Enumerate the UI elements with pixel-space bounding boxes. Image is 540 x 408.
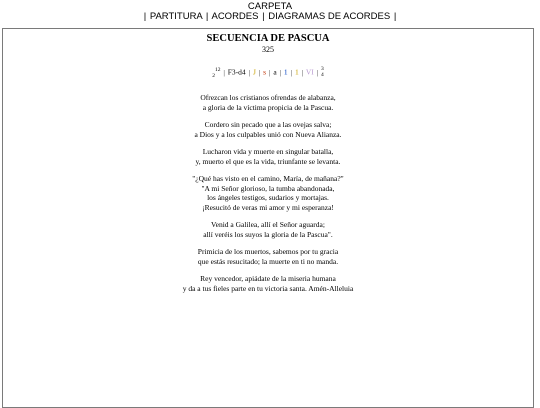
lyric-line: "A mi Señor glorioso, la tumba abandonada, <box>201 183 335 193</box>
lyric-line: a Dios y a los culpables unió con Nueva Alianza. <box>194 129 342 139</box>
nav-partitura-link[interactable]: PARTITURA <box>149 11 203 22</box>
meta-frac-bottom: 4 <box>321 71 324 78</box>
stanza-3 <box>3 147 533 166</box>
stanza-6 <box>3 247 533 266</box>
song-document-frame <box>2 28 534 408</box>
lyric-line: que estás resucitado; la muerte en ti no manda. <box>197 256 339 266</box>
meta-key: F3-d4 <box>227 67 246 77</box>
meta-time-main: 2 <box>212 73 215 79</box>
lyric-line: allí veréis los suyos la gloria de la Pascua". <box>203 229 333 239</box>
meta-tag-j: J <box>252 67 256 77</box>
lyric-line: y, muerto el que es la vida, triunfante se levanta. <box>195 156 341 166</box>
lyric-line: Primicia de los muertos, sabemos por tu gracia <box>197 247 339 256</box>
lyric-line: los ángeles testigos, sudarios y mortajas. <box>207 193 329 202</box>
meta-tag-1b: 1 <box>294 67 299 77</box>
song-title: SECUENCIA DE PASCUA <box>206 33 330 44</box>
lyric-line: Cordero sin pecado que a las ovejas salva; <box>204 120 332 129</box>
meta-time-sup: 12 <box>214 67 221 73</box>
stanza-7 <box>3 274 533 293</box>
lyric-line: Venid a Galilea, allí el Señor aguarda; <box>211 220 325 229</box>
lyric-line: a gloria de la víctima propicia de la Pascua. <box>202 102 334 112</box>
top-header <box>0 0 540 30</box>
meta-frac-top: 3 <box>321 66 324 73</box>
lyric-line: Ofrezcan los cristianos ofrendas de alabanza, <box>200 93 336 102</box>
lyric-line: Lucharon vida y muerte en singular batalla, <box>202 147 334 156</box>
song-meta-line: $_2^{12}$ | F3-d4 | J | s | a | 1 | 1 | VI | 3 4 <box>212 66 324 79</box>
song-document <box>3 33 533 293</box>
stanza-1 <box>3 93 533 112</box>
lyric-line: Rey vencedor, apiádate de la miseria humana <box>200 274 336 283</box>
view-nav: | PARTITURA | ACORDES | DIAGRAMAS DE ACORDES | <box>143 11 397 22</box>
lyric-line: "¿Qué has visto en el camino, María, de mañana?" <box>192 174 344 183</box>
meta-tag-1a: 1 <box>283 67 288 77</box>
stanza-2 <box>3 120 533 139</box>
meta-tag-vi: VI <box>305 67 314 77</box>
song-number: 325 <box>262 45 274 54</box>
stanza-5 <box>3 220 533 239</box>
nav-acordes-link[interactable]: ACORDES <box>211 11 259 22</box>
folder-title: CARPETA <box>247 1 293 12</box>
nav-diagramas-link[interactable]: DIAGRAMAS DE ACORDES <box>268 11 391 22</box>
meta-fraction <box>321 67 324 78</box>
stanza-4 <box>3 174 533 212</box>
meta-tag-a: a <box>273 67 277 77</box>
lyric-line: y da a tus fieles parte en tu victoria santa. Amén-Alleluia <box>182 283 354 293</box>
lyric-line: ¡Resucitó de veras mi amor y mi esperanza! <box>202 202 334 212</box>
meta-tag-s: s <box>263 67 267 77</box>
